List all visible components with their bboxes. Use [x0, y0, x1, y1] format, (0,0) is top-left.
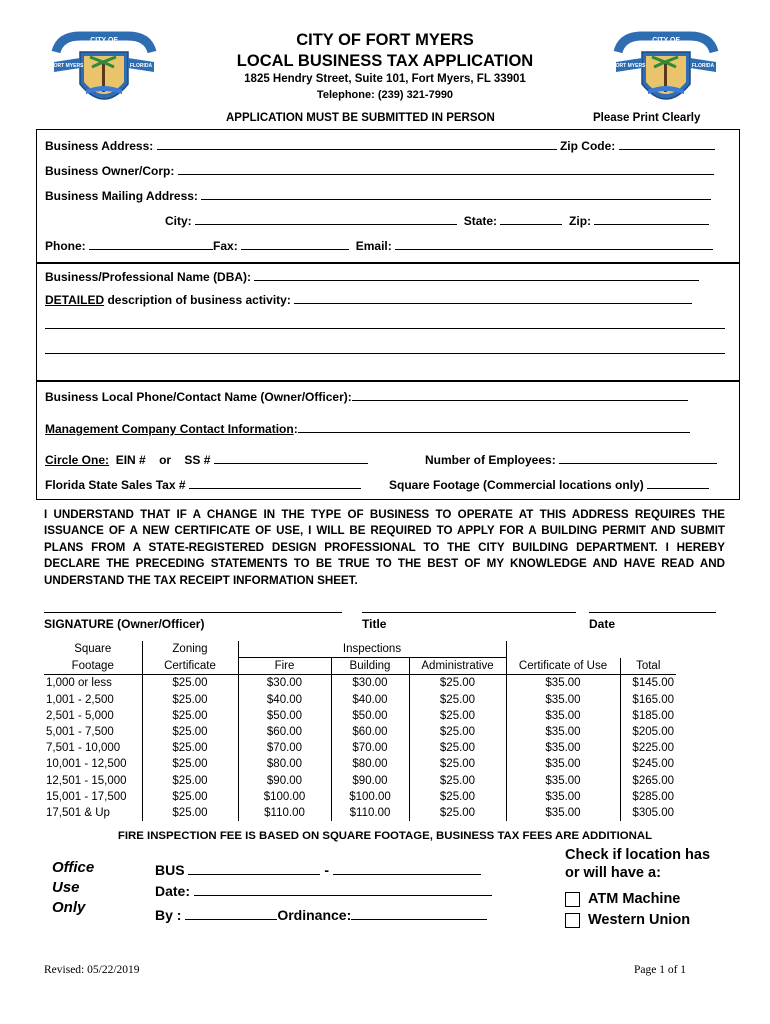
phone-field[interactable]: [89, 238, 213, 250]
bus-dash: -: [324, 862, 330, 878]
city-state-zip-row: [165, 213, 709, 228]
table-cell: $25.00: [409, 789, 506, 805]
table-cell: $25.00: [142, 692, 238, 708]
table-cell: 15,001 - 17,500: [44, 789, 142, 805]
sales-tax-row: [45, 477, 361, 492]
city-field[interactable]: [195, 213, 457, 225]
ss-option[interactable]: SS #: [184, 453, 211, 467]
sqft-header: [44, 641, 142, 658]
total-header-top: [620, 641, 676, 658]
fee-table: [44, 641, 676, 821]
table-cell: 17,501 & Up: [44, 805, 142, 821]
table-cell: $205.00: [632, 726, 674, 739]
table-cell: $50.00: [331, 708, 409, 724]
dba-row: [45, 269, 699, 284]
table-cell: $25.00: [409, 805, 506, 821]
title-label: Title: [362, 617, 387, 631]
building-header: [331, 658, 409, 675]
office-address: 1825 Hendry Street, Suite 101, Fort Myers, FL 33901: [244, 73, 526, 85]
table-cell: $35.00: [506, 708, 620, 724]
table-cell: $90.00: [331, 773, 409, 789]
table-cell: $35.00: [506, 756, 620, 772]
table-cell: $35.00: [506, 692, 620, 708]
employees-field[interactable]: [559, 452, 717, 464]
table-cell: $80.00: [331, 756, 409, 772]
table-cell: $25.00: [142, 708, 238, 724]
table-cell: $35.00: [506, 789, 620, 805]
seal-text: FORT MYERS: [50, 63, 84, 69]
title-line[interactable]: [362, 612, 576, 613]
declaration-text: I UNDERSTAND THAT IF A CHANGE IN THE TYPE OF BUSINESS TO OPERATE AT THIS ADDRESS REQUIRES THE ISSUANCE OF A NEW CERTIFICATE OF USE, I WILL BE REQUIRED TO APPLY FOR A BUILDING PERMIT AND SUBMIT PLANS FROM A STATE-REGISTERED DESIGN PROFESSIONAL TO THE CITY BUILDING DEPARTMENT. I HEREBY DECLARE THE PRECEDING STATEMENTS TO BE TRUE TO THE BEST OF MY KNOWLEDGE AND HAVE READ AND UNDERSTAND THE TAX RECEIPT INFORMATION SHEET.: [44, 508, 725, 587]
mailing-row: [45, 188, 711, 203]
local-phone-row: [45, 389, 688, 404]
fax-label: Fax:: [213, 239, 238, 253]
table-row: [44, 692, 676, 708]
sqft-header-line-2: Footage: [71, 659, 114, 672]
table-cell: $35.00: [506, 773, 620, 789]
zoning-header-line-2: Certificate: [164, 659, 216, 672]
western-union-checkbox[interactable]: [565, 913, 580, 928]
table-cell: $25.00: [142, 805, 238, 821]
employees-row: [425, 452, 717, 467]
table-row: [44, 675, 676, 692]
table-cell: $40.00: [238, 692, 331, 708]
page-title: LOCAL BUSINESS TAX APPLICATION: [236, 52, 534, 70]
admin-header-label: Administrative: [421, 659, 494, 672]
inspections-header-label: Inspections: [342, 642, 402, 655]
table-cell: $265.00: [632, 774, 674, 787]
western-union-label: Western Union: [588, 912, 691, 928]
bus-row: [155, 861, 481, 878]
phone-label: Phone:: [45, 239, 86, 253]
atm-checkbox[interactable]: [565, 892, 580, 907]
seal-text: CITY OF: [90, 37, 118, 44]
zip-label: Zip:: [569, 214, 592, 228]
square-footage-label: Square Footage (Commercial locations only): [389, 478, 644, 492]
business-address-row: [45, 138, 715, 153]
state-label: State:: [463, 214, 498, 228]
table-cell: $25.00: [142, 740, 238, 756]
atm-option[interactable]: [565, 891, 680, 907]
table-cell: $245.00: [632, 758, 674, 771]
table-cell: 1,000 or less: [44, 675, 142, 692]
business-address-label: Business Address:: [45, 139, 154, 153]
cou-header-label: Certificate of Use: [518, 659, 608, 672]
table-cell: $25.00: [409, 692, 506, 708]
office-date-field[interactable]: [194, 882, 492, 896]
table-cell: $25.00: [142, 789, 238, 805]
table-cell: $165.00: [632, 693, 674, 706]
table-cell: $60.00: [331, 724, 409, 740]
bus-label: BUS: [155, 862, 185, 878]
table-cell: $25.00: [409, 675, 506, 692]
table-cell: 7,501 - 10,000: [44, 740, 142, 756]
table-cell: $70.00: [238, 740, 331, 756]
office-date-label: Date:: [155, 883, 191, 899]
office-use-line-2: Use: [52, 879, 80, 896]
square-footage-field[interactable]: [647, 477, 709, 489]
submit-note: APPLICATION MUST BE SUBMITTED IN PERSON: [226, 112, 495, 124]
mailing-field[interactable]: [201, 188, 711, 200]
cou-header-top: [506, 641, 620, 658]
location-heading-line-1: Check if location has: [565, 847, 711, 863]
fee-note: FIRE INSPECTION FEE IS BASED ON SQUARE FOOTAGE, BUSINESS TAX FEES ARE ADDITIONAL: [117, 830, 653, 842]
table-cell: $145.00: [620, 675, 676, 692]
date-line[interactable]: [589, 612, 716, 613]
id-number-field[interactable]: [214, 452, 368, 464]
ordinance-field[interactable]: [351, 906, 487, 920]
table-cell: 2,501 - 5,000: [44, 708, 142, 724]
dba-field[interactable]: [254, 269, 699, 281]
or-label: or: [159, 453, 172, 467]
seal-text: CITY OF: [652, 37, 680, 44]
local-phone-field[interactable]: [352, 389, 688, 401]
zoning-header-2: [142, 658, 238, 675]
table-cell: $25.00: [409, 708, 506, 724]
signature-label: SIGNATURE (Owner/Officer): [44, 617, 205, 631]
sales-tax-field[interactable]: [189, 477, 361, 489]
square-footage-row: [389, 477, 709, 492]
office-use-line-1: Office: [52, 859, 95, 876]
table-cell: $25.00: [142, 756, 238, 772]
building-header-label: Building: [349, 659, 391, 672]
seal-text: FLORIDA: [691, 63, 715, 69]
table-header-row-1: [44, 641, 676, 658]
by-label: By :: [155, 907, 182, 923]
table-cell: $30.00: [238, 675, 331, 692]
bus-field-1[interactable]: [188, 861, 320, 875]
description-row: [45, 292, 692, 307]
table-cell: $25.00: [142, 675, 238, 692]
by-ordinance-row: [155, 906, 487, 923]
table-cell: $225.00: [632, 742, 674, 755]
circle-one-label: Circle One:: [45, 453, 110, 467]
sqft-header-2: [44, 658, 142, 675]
table-cell: $50.00: [238, 708, 331, 724]
dba-label: Business/Professional Name (DBA):: [45, 270, 252, 284]
table-cell: 5,001 - 7,500: [44, 724, 142, 740]
zip-code-field[interactable]: [619, 138, 715, 150]
zoning-header: [142, 641, 238, 658]
western-union-option[interactable]: [565, 912, 690, 928]
table-cell: $25.00: [409, 724, 506, 740]
description-line-3[interactable]: [45, 353, 725, 354]
print-note: Please Print Clearly: [593, 112, 701, 124]
table-cell: $70.00: [331, 740, 409, 756]
table-cell: $30.00: [331, 675, 409, 692]
table-cell: $25.00: [142, 724, 238, 740]
detailed-label: DETAILED: [45, 293, 105, 307]
fax-field[interactable]: [241, 238, 349, 250]
management-label: Management Company Contact Information: [45, 422, 294, 436]
table-cell: $25.00: [409, 740, 506, 756]
id-number-row: [45, 452, 368, 467]
email-label: Email:: [355, 239, 392, 253]
table-cell: $35.00: [506, 805, 620, 821]
by-field[interactable]: [185, 906, 277, 920]
mailing-label: Business Mailing Address:: [45, 189, 198, 203]
management-colon: :: [293, 422, 298, 436]
table-cell: $305.00: [632, 806, 674, 819]
zip-field[interactable]: [594, 213, 709, 225]
state-field[interactable]: [500, 213, 562, 225]
table-cell: $110.00: [238, 805, 331, 821]
description-label: description of business activity:: [104, 293, 291, 307]
business-address-field[interactable]: [157, 138, 557, 150]
owner-label: Business Owner/Corp:: [45, 164, 175, 178]
zoning-header-line-1: Zoning: [172, 642, 208, 655]
table-cell: $90.00: [238, 773, 331, 789]
office-telephone: Telephone: (239) 321-7990: [316, 89, 454, 101]
table-cell: $35.00: [506, 724, 620, 740]
owner-field[interactable]: [178, 163, 714, 175]
table-cell: 12,501 - 15,000: [44, 773, 142, 789]
table-cell: $285.00: [632, 790, 674, 803]
table-row: [44, 724, 676, 740]
city-heading: CITY OF FORT MYERS: [296, 31, 474, 49]
location-heading: [565, 846, 710, 882]
admin-header: [409, 658, 506, 675]
table-cell: 10,001 - 12,500: [44, 756, 142, 772]
office-use-label: [52, 858, 94, 918]
table-cell: $25.00: [409, 773, 506, 789]
date-label: Date: [589, 617, 616, 631]
local-phone-label: Business Local Phone/Contact Name (Owner/Officer):: [45, 390, 352, 404]
seal-text: FLORIDA: [129, 63, 153, 69]
ein-option[interactable]: EIN #: [115, 453, 146, 467]
management-field[interactable]: [298, 421, 690, 433]
management-row: [45, 421, 690, 436]
office-date-row: [155, 882, 492, 899]
table-row: [44, 740, 676, 756]
table-cell: $25.00: [142, 773, 238, 789]
employees-label: Number of Employees:: [425, 453, 556, 467]
table-header-row-2: [44, 658, 676, 675]
table-row: [44, 756, 676, 772]
table-row: [44, 805, 676, 821]
bus-field-2[interactable]: [333, 861, 481, 875]
total-header: [620, 658, 676, 675]
table-cell: $35.00: [506, 740, 620, 756]
seal-text: FORT MYERS: [612, 63, 646, 69]
phone-fax-email-row: [45, 238, 713, 253]
location-heading-line-2: or will have a:: [565, 865, 661, 881]
table-cell: $100.00: [238, 789, 331, 805]
atm-label: ATM Machine: [588, 891, 681, 907]
inspections-header: [238, 641, 506, 658]
table-cell: $185.00: [632, 709, 674, 722]
city-label: City:: [165, 214, 192, 228]
sales-tax-label: Florida State Sales Tax #: [45, 478, 186, 492]
table-cell: $80.00: [238, 756, 331, 772]
fire-header-label: Fire: [274, 659, 295, 672]
fee-table-body: [44, 675, 676, 821]
signature-line[interactable]: [44, 612, 342, 613]
fire-header: [238, 658, 331, 675]
table-row: [44, 708, 676, 724]
description-line-2[interactable]: [45, 328, 725, 329]
table-cell: $100.00: [331, 789, 409, 805]
zip-code-label: Zip Code:: [559, 139, 616, 153]
table-cell: 1,001 - 2,500: [44, 692, 142, 708]
revised-date: Revised: 05/22/2019: [44, 964, 140, 976]
table-cell: $60.00: [238, 724, 331, 740]
office-use-line-3: Only: [52, 899, 86, 916]
owner-row: [45, 163, 714, 178]
cou-header: [506, 658, 620, 675]
sqft-header-line-1: Square: [74, 642, 112, 655]
table-cell: $40.00: [331, 692, 409, 708]
description-field[interactable]: [294, 292, 692, 304]
table-row: [44, 789, 676, 805]
table-cell: $25.00: [409, 756, 506, 772]
table-row: [44, 773, 676, 789]
table-cell: $110.00: [331, 805, 409, 821]
total-header-label: Total: [636, 659, 661, 672]
page-number: Page 1 of 1: [634, 964, 687, 976]
ordinance-label: Ordinance:: [277, 907, 352, 923]
table-cell: $35.00: [506, 675, 620, 692]
email-field[interactable]: [395, 238, 713, 250]
